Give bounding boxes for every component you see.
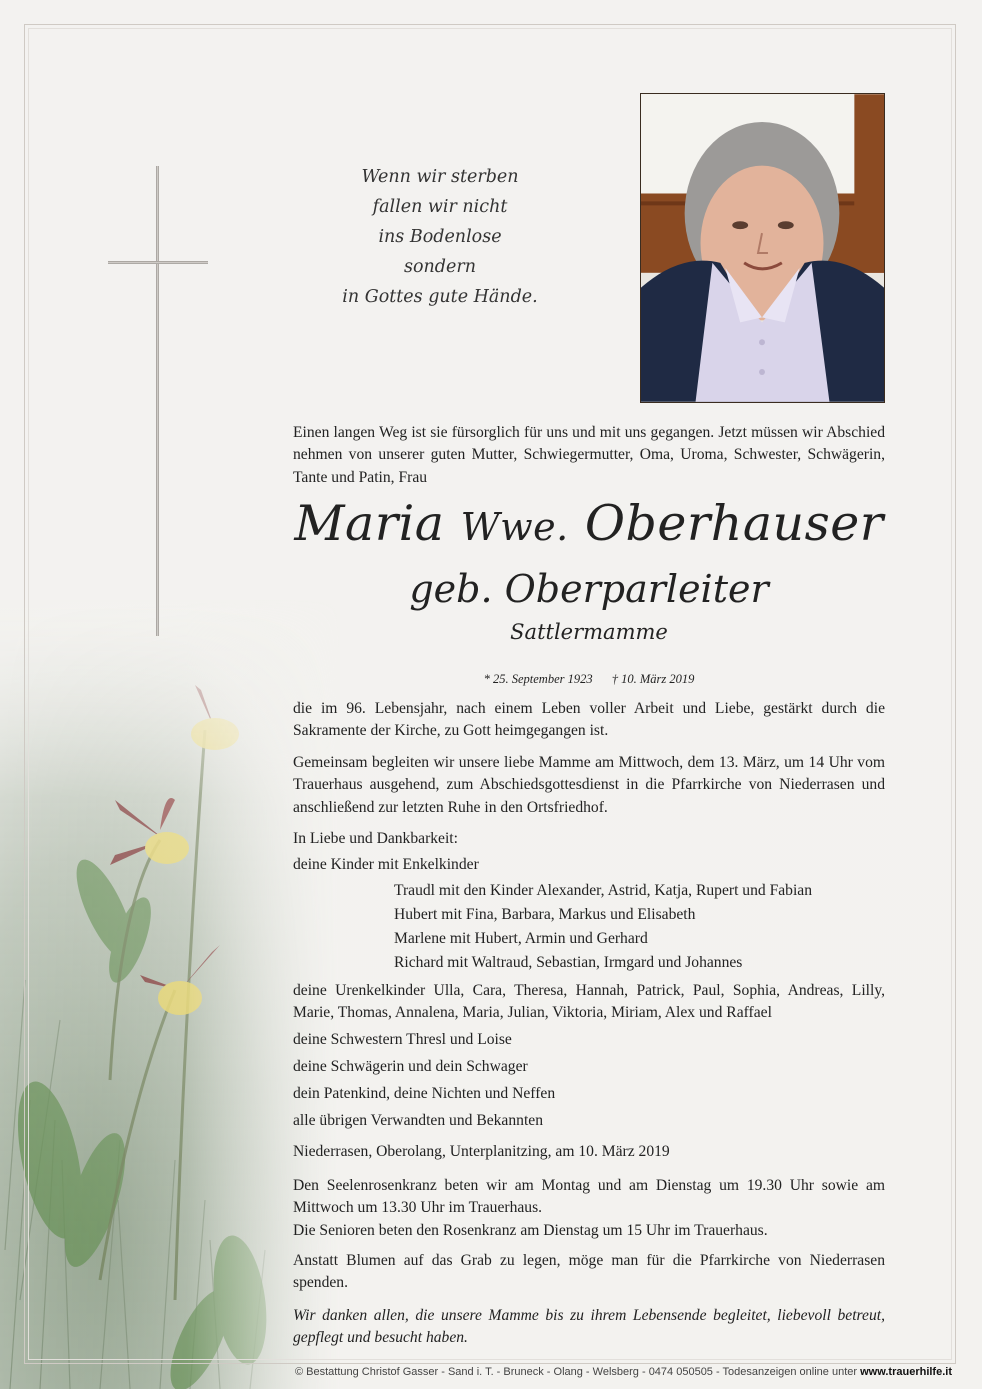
- first-name: Maria: [294, 495, 445, 552]
- rosary-text: [293, 1175, 885, 1242]
- life-dates: [293, 670, 885, 688]
- orchid-flowers-image: [0, 600, 340, 1389]
- footer-text: © Bestattung Christof Gasser - Sand i. T. - Bruneck - Olang - Welsberg - 0474 050505 - Todesanzeigen online unter: [294, 1366, 861, 1378]
- mourners-heading: In Liebe und Dankbarkeit:: [293, 830, 458, 847]
- great-grandchildren-text: [293, 980, 885, 1025]
- footer: [30, 1364, 952, 1380]
- birth-name: geb. Oberparleiter: [409, 567, 769, 611]
- seniors-paragraph: Die Senioren beten den Rosenkranz am Dienstag um 15 Uhr im Trauerhaus.: [293, 1221, 768, 1239]
- birth-date: * 25. September 1923: [483, 672, 593, 686]
- memorial-verse: [300, 162, 580, 312]
- intro-text: [293, 422, 885, 489]
- death-date: † 10. März 2019: [611, 672, 695, 686]
- mourner-line: alle übrigen Verwandten und Bekannten: [293, 1112, 544, 1129]
- mourners-list: [293, 828, 885, 978]
- footer-link[interactable]: www.trauerhilfe.it: [860, 1366, 952, 1378]
- child-family: Hubert mit Fina, Barbara, Markus und Elisabeth: [394, 906, 696, 923]
- deceased-name: [293, 493, 885, 558]
- intro-paragraph: Einen langen Weg ist sie fürsorglich für uns und mit uns gegangen. Jetzt müssen wir Abschied nehmen von unserer guten Mutter, Schwiegermutter, Oma, Uroma, Schwester, Schwägerin, Tante und Patin, Frau: [293, 424, 885, 486]
- widow-title: Wwe.: [460, 505, 569, 549]
- verse-line: sondern: [404, 257, 476, 277]
- portrait-photo: [640, 93, 885, 403]
- children-heading: deine Kinder mit Enkelkinder: [293, 856, 479, 873]
- place-date-line: Niederrasen, Oberolang, Unterplanitzing, am 10. März 2019: [293, 1143, 670, 1160]
- donation-text: [293, 1250, 885, 1295]
- mourner-line: deine Schwägerin und dein Schwager: [293, 1058, 528, 1075]
- funeral-text: [293, 752, 885, 819]
- cross-icon-horizontal: [108, 261, 208, 264]
- place-date: [293, 1141, 885, 1163]
- great-grandchildren: deine Urenkelkinder Ulla, Cara, Theresa, Hannah, Patrick, Paul, Sophia, Andreas, Lilly, Marie, Thomas, Annalena, Maria, Julian, Viktoria, Miriam, Alex und Raffael: [293, 982, 885, 1022]
- mourner-line: deine Schwestern Thresl und Loise: [293, 1031, 512, 1048]
- verse-line: Wenn wir sterben: [361, 167, 519, 187]
- last-name: Oberhauser: [584, 495, 884, 552]
- verse-line: in Gottes gute Hände.: [342, 287, 538, 307]
- funeral-paragraph: Gemeinsam begleiten wir unsere liebe Mamme am Mittwoch, dem 13. März, um 14 Uhr vom Trauerhaus ausgehend, zum Abschiedsgottesdienst in die Pfarrkirche von Niederrasen und anschließend zur letzten Ruhe in den Ortsfriedhof.: [293, 754, 885, 816]
- death-text: [293, 698, 885, 743]
- donation-paragraph: Anstatt Blumen auf das Grab zu legen, möge man für die Pfarrkirche von Niederrasen spenden.: [293, 1252, 885, 1292]
- child-family: Richard mit Waltraud, Sebastian, Irmgard und Johannes: [394, 954, 743, 971]
- child-family: Traudl mit den Kinder Alexander, Astrid, Katja, Rupert und Fabian: [394, 882, 813, 899]
- mourner-line: dein Patenkind, deine Nichten und Neffen: [293, 1085, 556, 1102]
- verse-line: ins Bodenlose: [378, 227, 502, 247]
- child-family: Marlene mit Hubert, Armin und Gerhard: [394, 930, 648, 947]
- thanks-paragraph: Wir danken allen, die unsere Mamme bis zu ihrem Lebensende begleitet, liebevoll betreut, gepflegt und besucht haben.: [293, 1307, 885, 1347]
- cross-icon-vertical: [156, 166, 159, 636]
- death-paragraph: die im 96. Lebensjahr, nach einem Leben voller Arbeit und Liebe, gestärkt durch die Sakramente der Kirche, zu Gott heimgegangen ist.: [293, 700, 885, 740]
- rosary-paragraph: Den Seelenrosenkranz beten wir am Montag und am Dienstag um 19.30 Uhr sowie am Mittwoch um 13.30 Uhr im Trauerhaus.: [293, 1177, 885, 1217]
- verse-line: fallen wir nicht: [372, 197, 508, 217]
- nickname: Sattlermamme: [510, 620, 668, 644]
- other-mourners: [293, 1029, 885, 1137]
- thanks-text: [293, 1305, 885, 1350]
